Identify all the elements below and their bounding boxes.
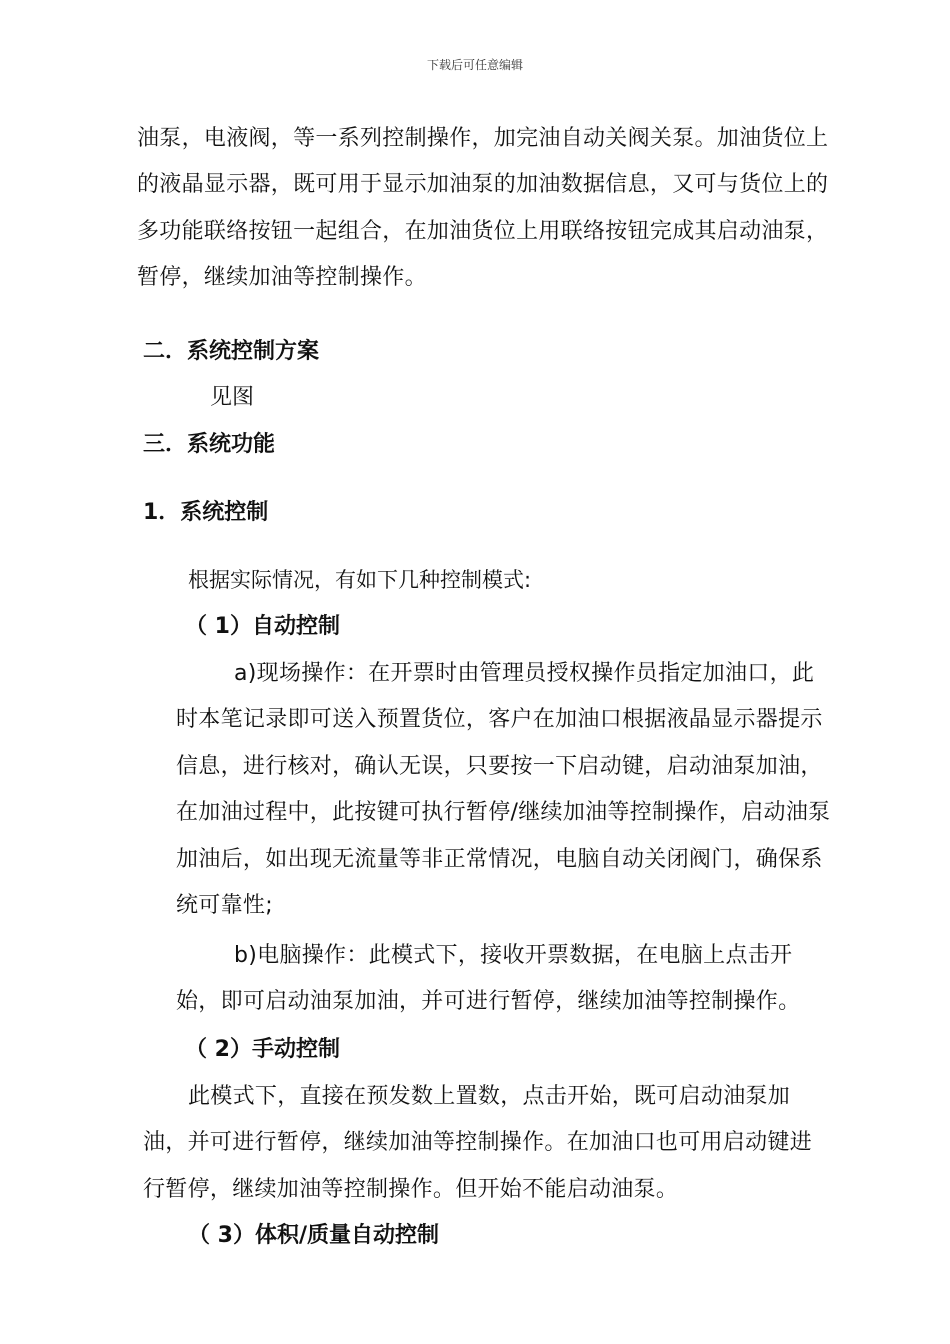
control-modes-intro: 根据实际情况，有如下几种控制模式: xyxy=(188,568,532,592)
mode-auto-heading: （ 1）自动控制 xyxy=(185,614,340,639)
subsection-1-heading: 1．系统控制 xyxy=(143,500,269,525)
mode-manual-heading: （ 2）手动控制 xyxy=(185,1037,340,1062)
page-header: 下载后可任意编辑 xyxy=(426,58,523,72)
mode-auto-onsite-paragraph: a)现场操作：在开票时由管理员授权操作员指定加油口，此时本笔记录即可送入预置货位，客户在加油口根据液晶显示器提示信息，进行核对，确认无误，只要按一下启动键，启动油泵加油，在加油过程中，此按键可执行暂停/继续加油等控制操作，启动油泵加油后，如出现无流量等非正常情况，电脑自动关闭阀门，确保系统可靠性; xyxy=(176,661,831,919)
section-2-heading: 二．系统控制方案 xyxy=(143,339,320,364)
section-2-body: 见图 xyxy=(210,385,255,410)
mode-volume-heading: （ 3）体积/质量自动控制 xyxy=(188,1223,440,1248)
mode-auto-computer-paragraph: b)电脑操作：此模式下，接收开票数据，在电脑上点击开始，即可启动油泵加油，并可进行暂停，继续加油等控制操作。 xyxy=(176,943,801,1015)
mode-manual-paragraph: 此模式下，直接在预发数上置数，点击开始，既可启动油泵加油，并可进行暂停，继续加油等控制操作。在加油口也可用启动键进行暂停，继续加油等控制操作。但开始不能启动油泵。 xyxy=(143,1084,813,1202)
section-3-heading: 三．系统功能 xyxy=(143,432,276,457)
intro-paragraph: 油泵，电液阀，等一系列控制操作，加完油自动关阀关泵。加油货位上的液晶显示器，既可用于显示加油泵的加油数据信息，又可与货位上的多功能联络按钮一起组合，在加油货位上用联络按钮完成其启动油泵，暂停，继续加油等控制操作。 xyxy=(137,126,829,291)
